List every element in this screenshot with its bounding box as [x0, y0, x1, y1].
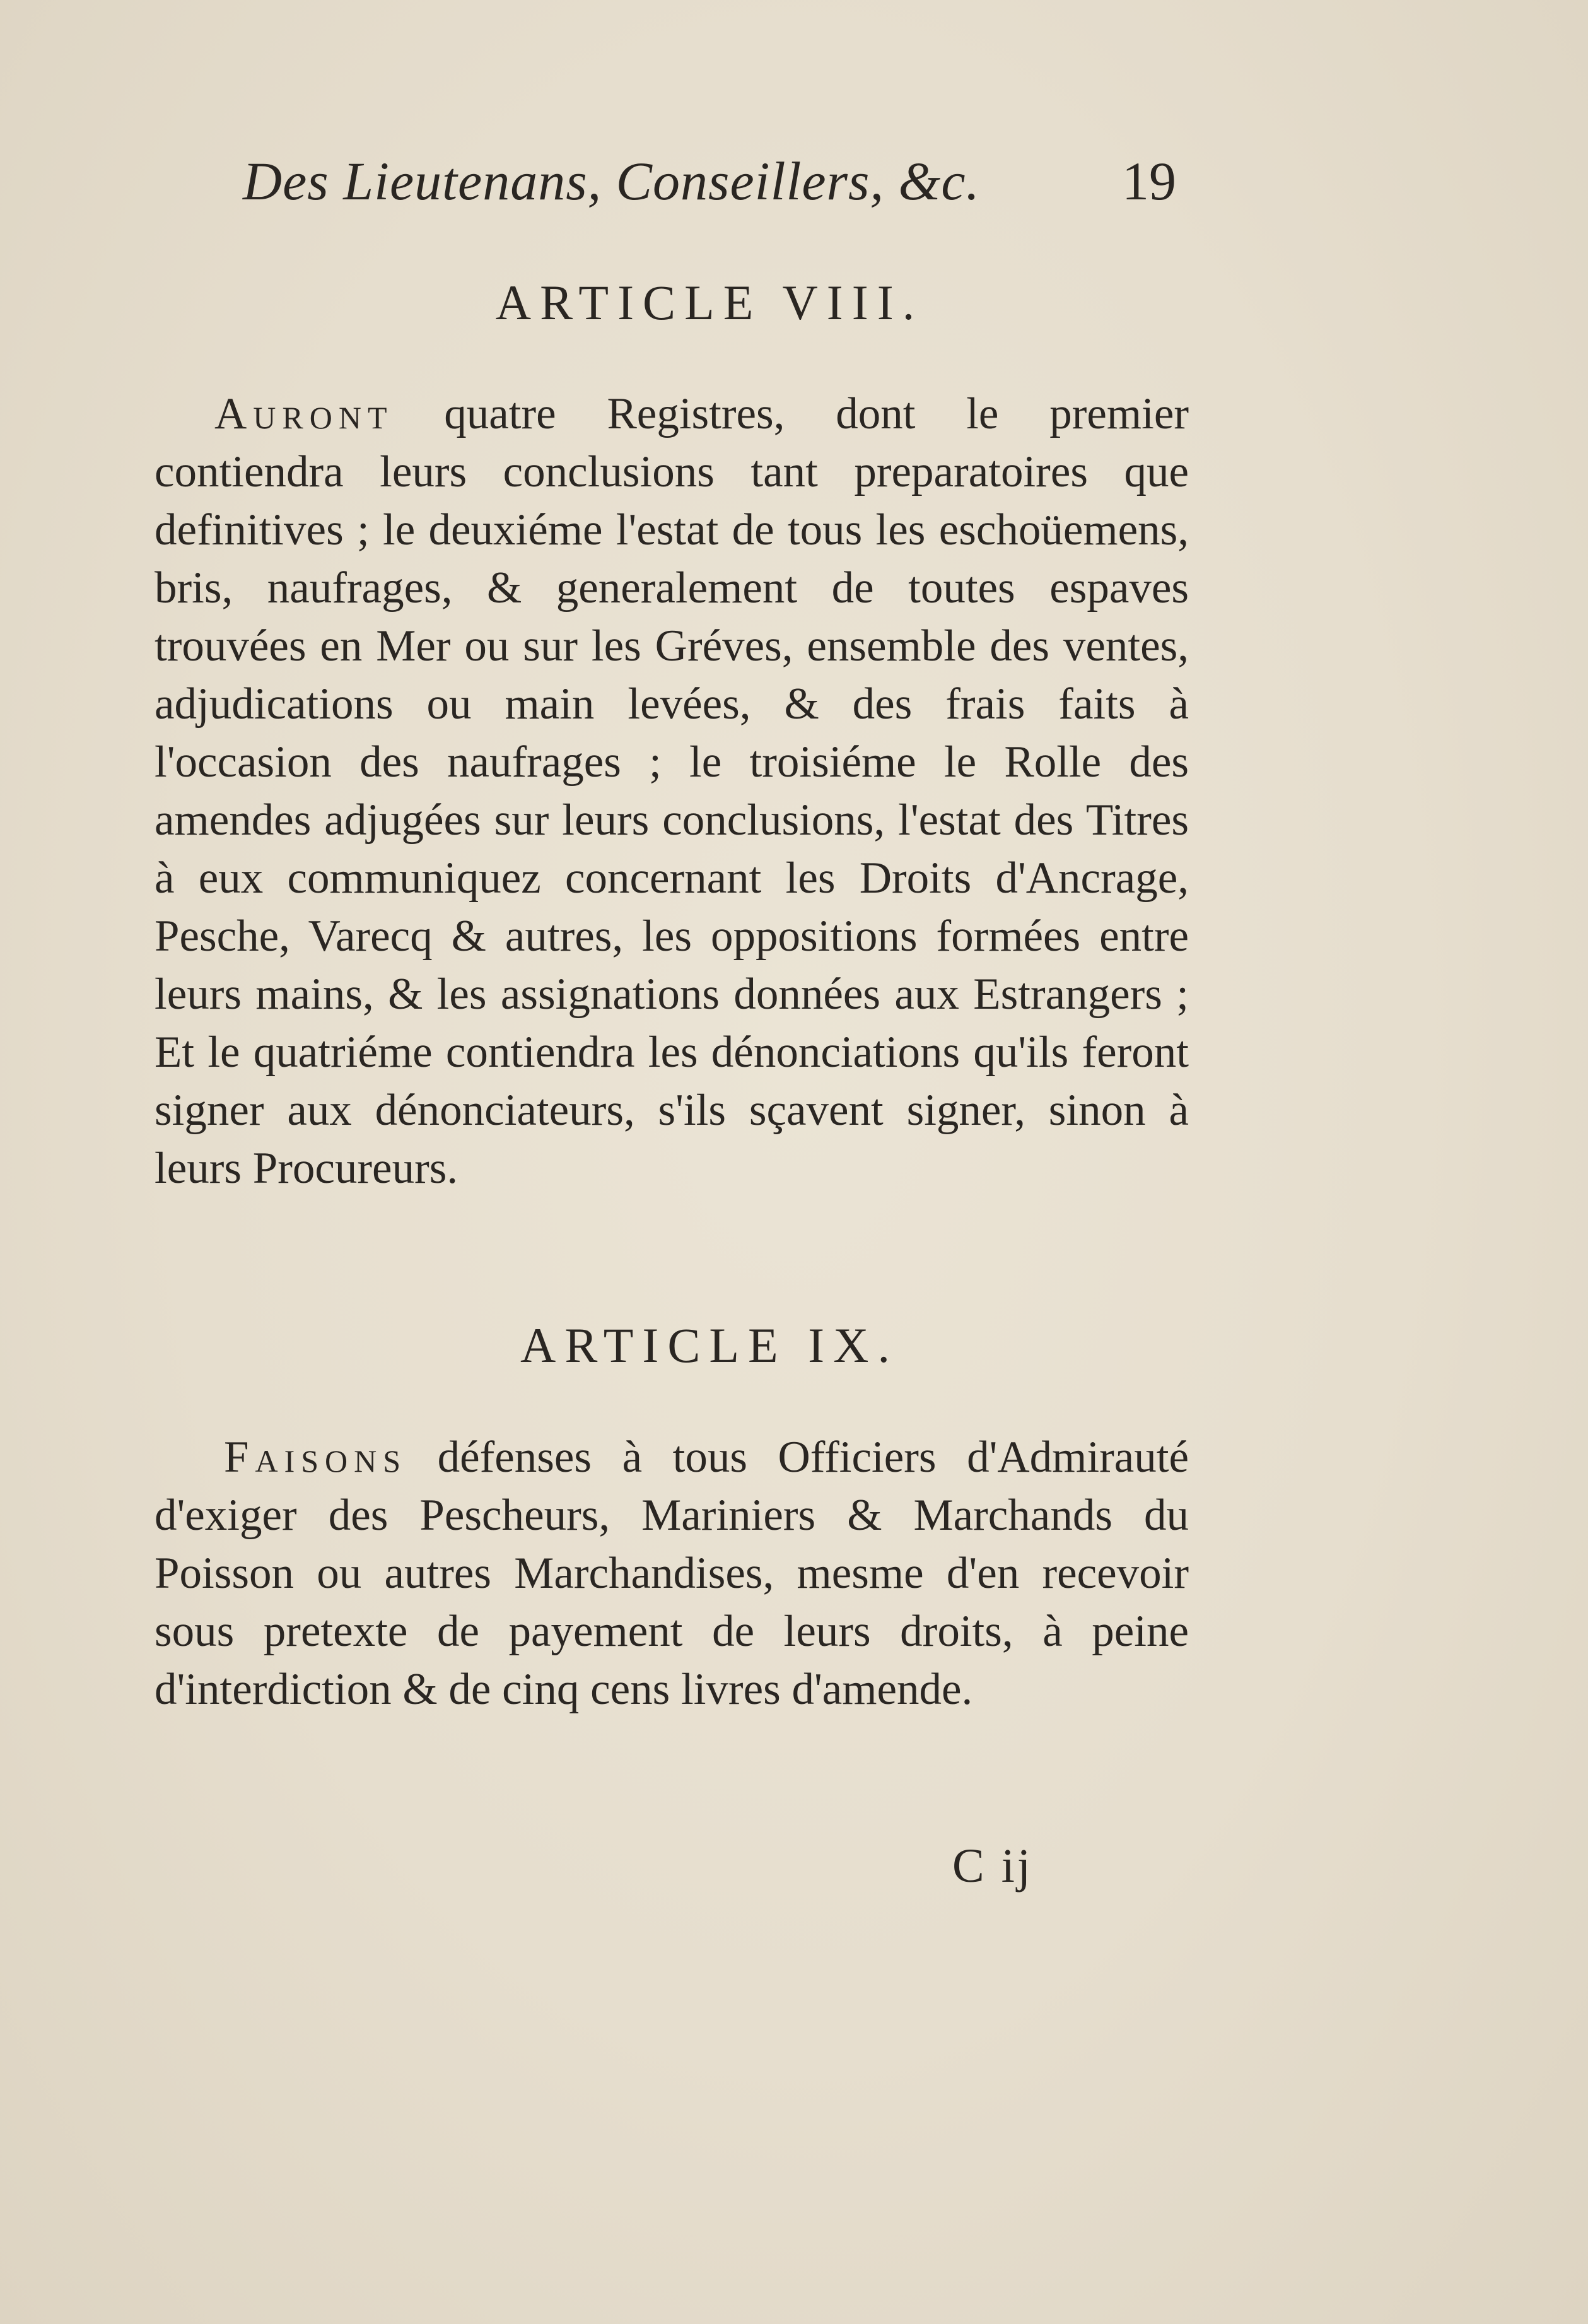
signature-mark: C ij	[952, 1840, 1033, 1893]
page-number: 19	[1122, 151, 1176, 211]
article-8-heading: ARTICLE VIII.	[495, 275, 924, 330]
article-9-lead-word: Faisons	[224, 1433, 407, 1482]
article-8-text	[155, 385, 1189, 1197]
article-8-lead-word: Auront	[214, 389, 394, 438]
article-9-text	[155, 1428, 1189, 1718]
article-9-heading: ARTICLE IX.	[520, 1318, 899, 1373]
running-head	[243, 146, 1176, 216]
running-title: Des Lieutenans, Conseillers, &c.	[243, 151, 981, 211]
article-8-body: quatre Registres, dont le premier contiendra leurs conclusions tant preparatoires que definitives ; le deuxiéme l'estat de tous les eschoüemens, bris, naufrages, & generalement de toutes espaves trouvées en Mer ou sur les Gréves, ensemble des ventes, adjudications ou main levées, & des frais faits à l'occasion des naufrages ; le troisiéme le Rolle des amendes adjugées sur leurs conclusions, l'estat des Titres à eux communiquez concernant les Droits d'Ancrage, Pesche, Varecq & autres, les oppositions formées entre leurs mains, & les assignations données aux Estrangers ; Et le quatriéme contiendra les dénonciations qu'ils feront signer aux dénonciateurs, s'ils sçavent signer, sinon à leurs Procureurs.	[155, 389, 1189, 1193]
article-9-body: défenses à tous Officiers d'Admirauté d'exiger des Pescheurs, Mariniers & Marchands du Poisson ou autres Marchandises, mesme d'en recevoir sous pretexte de payement de leurs droits, à peine d'interdiction & de cinq cens livres d'amende.	[155, 1433, 1189, 1714]
